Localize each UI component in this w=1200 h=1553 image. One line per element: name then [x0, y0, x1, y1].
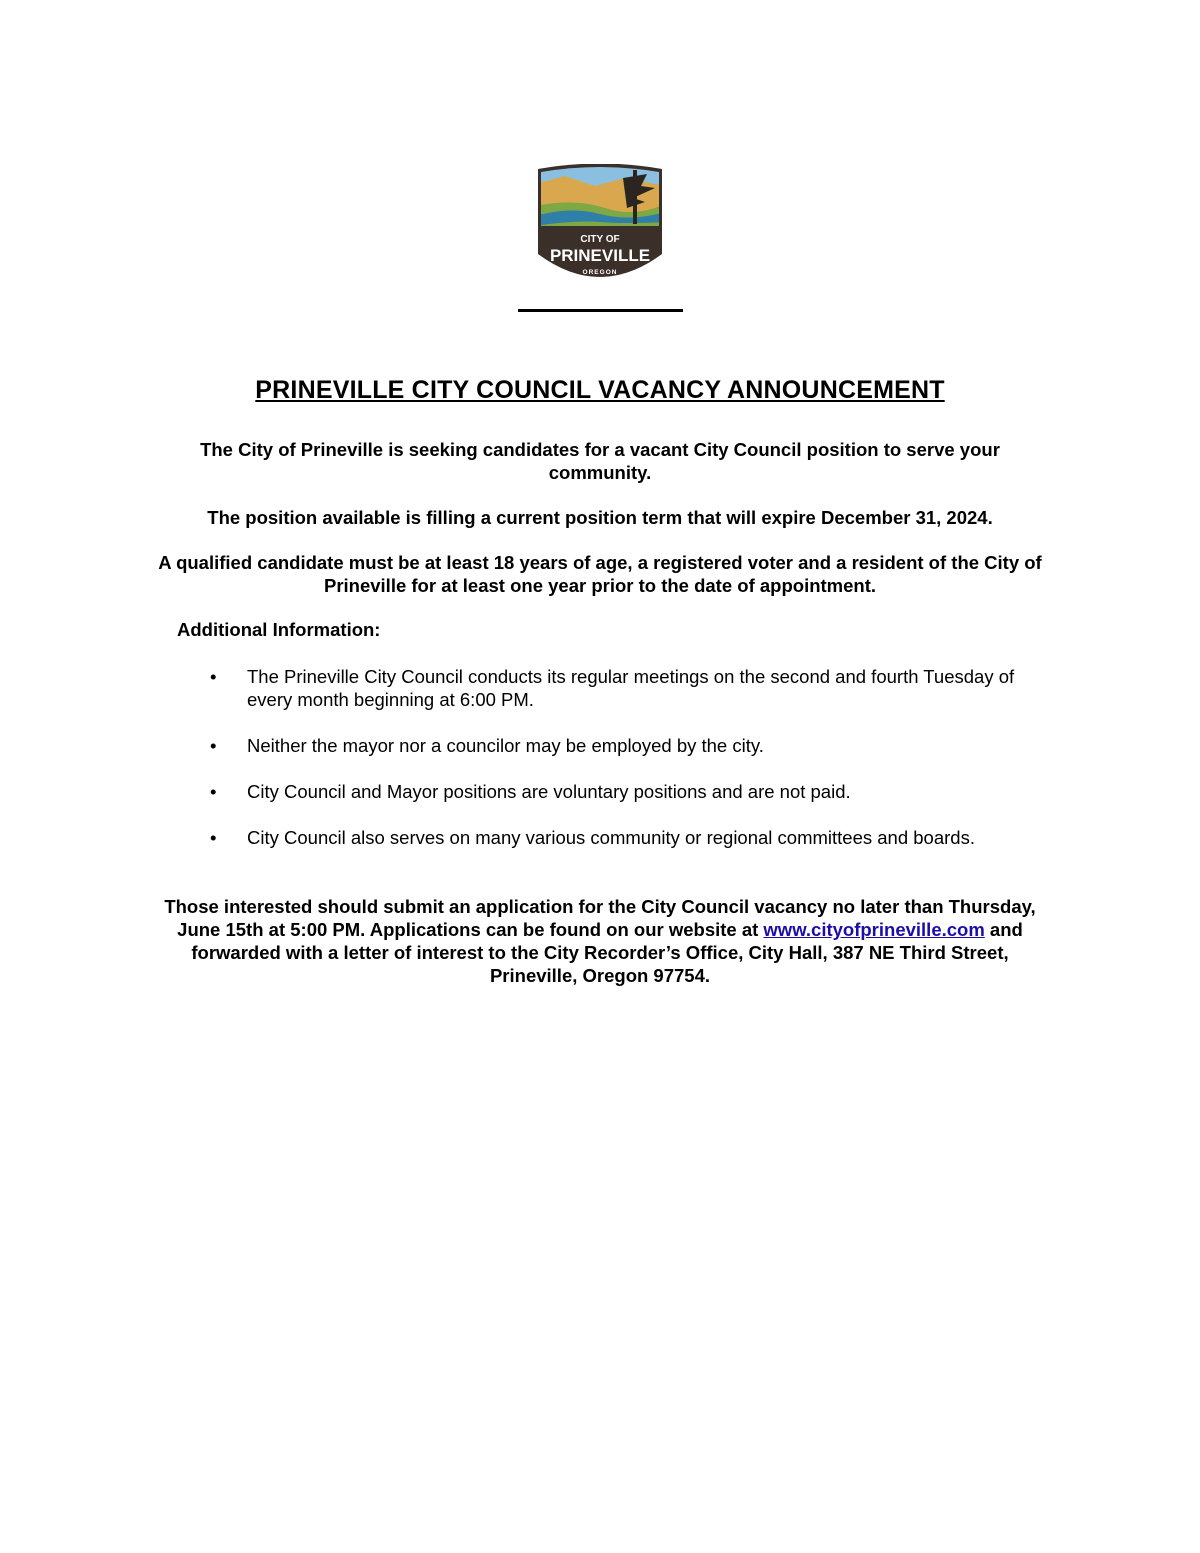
logo-line-city-of: CITY OF [580, 234, 620, 245]
bullet-icon: • [210, 666, 217, 687]
additional-information-list [210, 665, 1040, 872]
bullet-icon: • [210, 735, 217, 756]
list-item-text: The Prineville City Council conducts its regular meetings on the second and fourth Tuesday of every month beginning at 6:00 PM. [247, 666, 1015, 710]
list-item [210, 780, 1040, 803]
list-item-text: Neither the mayor nor a councilor may be employed by the city. [247, 735, 764, 756]
qualification-paragraph: A qualified candidate must be at least 18 years of age, a registered voter and a resident of the City of Prineville for at least one year prior to the date of appointment. [158, 552, 1042, 596]
list-item [210, 826, 1040, 849]
list-item [210, 734, 1040, 757]
list-item-text: City Council also serves on many various community or regional committees and boards. [247, 827, 975, 848]
page-title: PRINEVILLE CITY COUNCIL VACANCY ANNOUNCEMENT [255, 376, 945, 404]
term-paragraph: The position available is filling a current position term that will expire December 31, 2024. [207, 507, 993, 528]
logo-divider-line [518, 309, 683, 312]
logo-line-prineville: PRINEVILLE [549, 246, 651, 265]
website-link[interactable]: www.cityofprineville.com [763, 919, 985, 940]
closing-text-start: Those interested should submit an application for the City Council vacancy no later than Thursday, June 15th at 5:00 PM. Applications can be found on our website at [164, 896, 1036, 940]
additional-information-heading: Additional Information: [177, 619, 381, 640]
closing-paragraph [150, 895, 1050, 987]
list-item [210, 665, 1040, 711]
logo-line-oregon: OREGON [582, 269, 618, 276]
bullet-icon: • [210, 827, 217, 848]
city-of-prineville-logo [535, 164, 665, 286]
intro-paragraph: The City of Prineville is seeking candidates for a vacant City Council position to serve your community. [200, 439, 1000, 483]
list-item-text: City Council and Mayor positions are voluntary positions and are not paid. [247, 781, 851, 802]
bullet-icon: • [210, 781, 217, 802]
closing-text-end: and forwarded with a letter of interest to the City Recorder’s Office, City Hall, 387 NE Third Street, Prineville, Oregon 97754. [191, 919, 1023, 986]
